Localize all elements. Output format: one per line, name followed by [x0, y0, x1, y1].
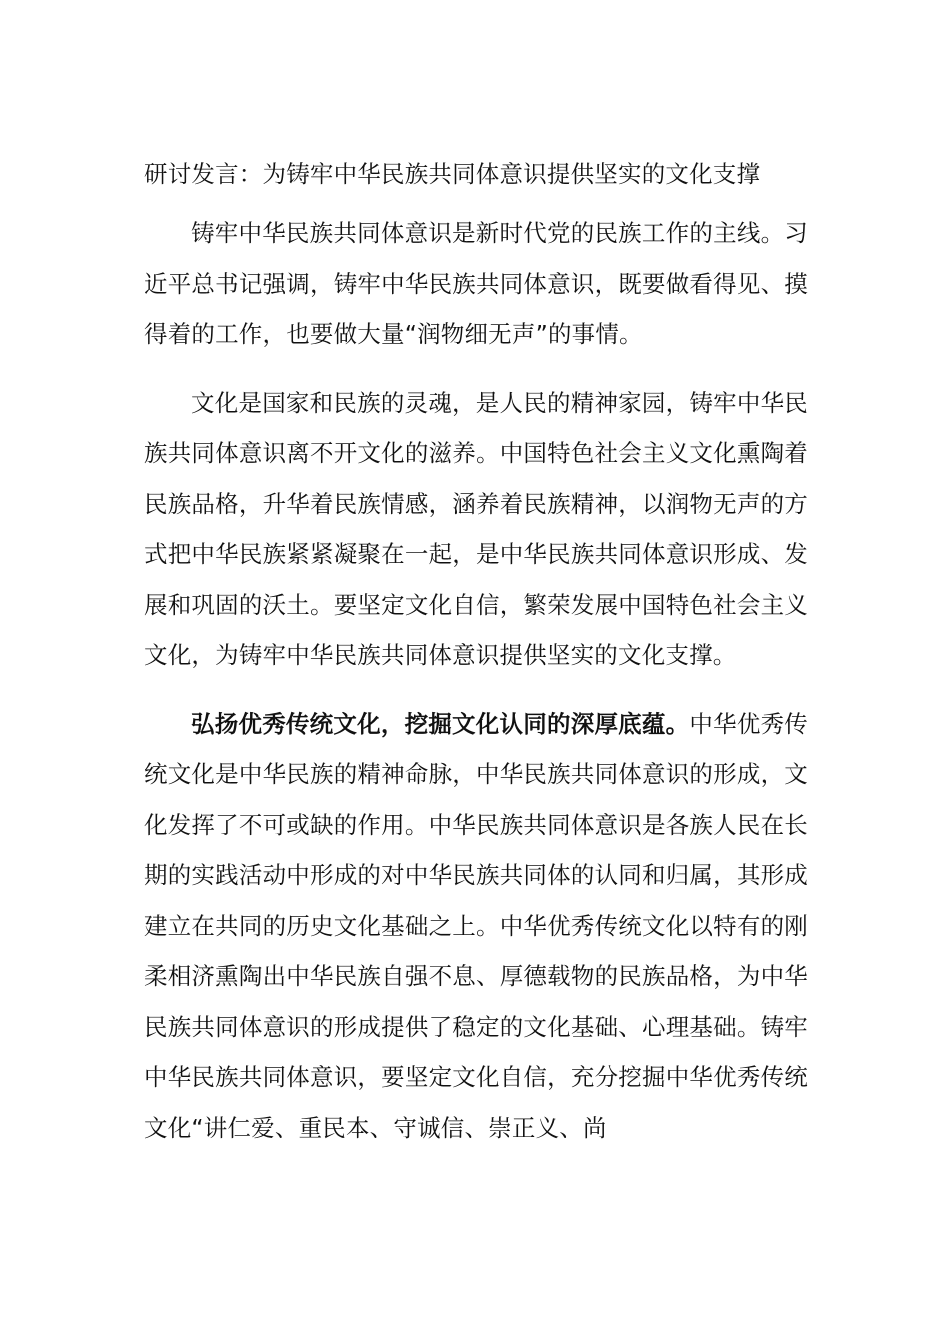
paragraph-1 — [144, 208, 808, 360]
paragraph-3 — [144, 699, 808, 1154]
paragraph-1-text: 铸牢中华民族共同体意识是新时代党的民族工作的主线。习近平总书记强调，铸牢中华民族共同体意识，既要做看得见、摸得着的工作，也要做大量“润物细无声”的事情。 — [144, 219, 808, 348]
paragraph-2-text: 文化是国家和民族的灵魂，是人民的精神家园，铸牢中华民族共同体意识离不开文化的滋养。中国特色社会主义文化熏陶着民族品格，升华着民族情感，涵养着民族精神，以润物无声的方式把中华民族紧紧凝聚在一起，是中华民族共同体意识形成、发展和巩固的沃土。要坚定文化自信，繁荣发展中国特色社会主义文化，为铸牢中华民族共同体意识提供坚实的文化支撑。 — [144, 388, 808, 669]
paragraph-2 — [144, 378, 808, 681]
paragraph-3-text: 中华优秀传统文化是中华民族的精神命脉，中华民族共同体意识的形成，文化发挥了不可或缺的作用。中华民族共同体意识是各族人民在长期的实践活动中形成的对中华民族共同体的认同和归属，其形成建立在共同的历史文化基础之上。中华优秀传统文化以特有的刚柔相济熏陶出中华民族自强不息、厚德载物的民族品格，为中华民族共同体意识的形成提供了稳定的文化基础、心理基础。铸牢中华民族共同体意识，要坚定文化自信，充分挖掘中华优秀传统文化“讲仁爱、重民本、守诚信、崇正义、尚 — [144, 709, 809, 1142]
document-body — [144, 150, 808, 1153]
document-title: 研讨发言：为铸牢中华民族共同体意识提供坚实的文化支撑 — [144, 160, 761, 188]
paragraph-3-lead-heading: 弘扬优秀传统文化，挖掘文化认同的深厚底蕴。 — [191, 709, 690, 738]
